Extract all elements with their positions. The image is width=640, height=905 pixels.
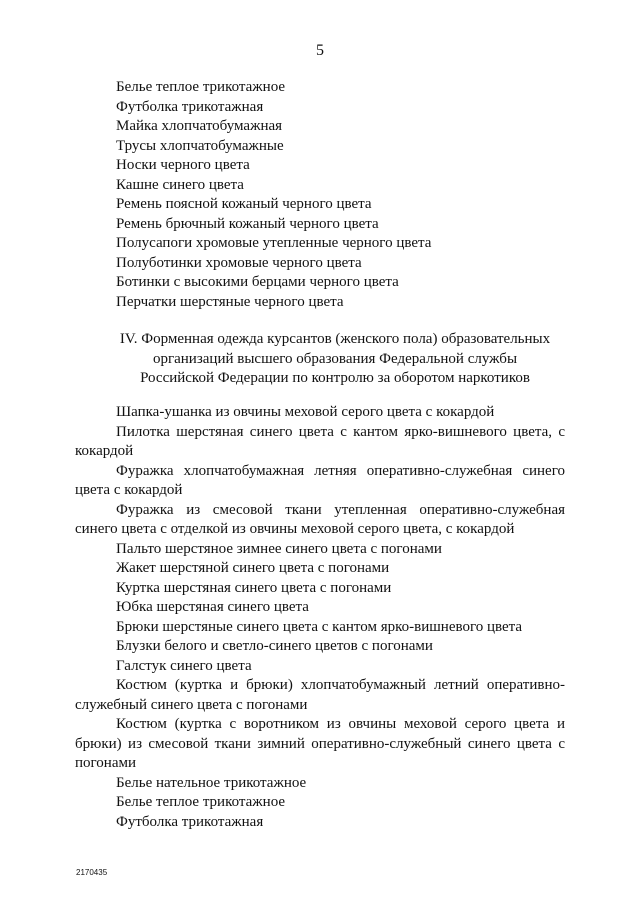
list-item: Блузки белого и светло-синего цветов с погонами	[116, 638, 433, 654]
section-heading	[100, 330, 570, 389]
uniform-items-list-section-iv	[75, 403, 565, 832]
list-item: Перчатки шерстяные черного цвета	[116, 293, 344, 310]
list-item: Трусы хлопчатобумажные	[116, 137, 284, 154]
section-heading-line: организаций высшего образования Федеральной службы	[152, 350, 518, 367]
list-item: Пилотка шерстяная синего цвета с кантом ярко-вишневого цвета, с кокардой	[75, 423, 565, 459]
list-item: Ремень поясной кожаный черного цвета	[116, 196, 372, 212]
list-item: Полусапоги хромовые утепленные черного цвета	[116, 235, 432, 251]
section-heading-line: Российской Федерации по контролю за оборотом наркотиков	[140, 370, 530, 386]
list-item: Футболка трикотажная	[116, 813, 264, 830]
list-item: Полуботинки хромовые черного цвета	[116, 254, 362, 271]
list-item: Фуражка из смесовой ткани утепленная оперативно-служебная синего цвета с отделкой из овчины меховой серого цвета, с кокардой	[75, 501, 565, 537]
list-item: Ремень брючный кожаный черного цвета	[116, 215, 379, 232]
list-item: Галстук синего цвета	[116, 657, 252, 674]
document-code: 2170435	[76, 868, 108, 877]
list-item: Шапка-ушанка из овчины меховой серого цвета с кокардой	[116, 404, 495, 420]
list-item: Кашне синего цвета	[116, 176, 244, 193]
section-heading-line: IV. Форменная одежда курсантов (женского пола) образовательных	[119, 331, 551, 347]
page-number: 5	[316, 42, 324, 59]
list-item: Белье теплое трикотажное	[116, 79, 286, 95]
list-item: Белье теплое трикотажное	[116, 794, 286, 810]
list-item: Куртка шерстяная синего цвета с погонами	[116, 579, 392, 596]
list-item: Белье нательное трикотажное	[116, 774, 307, 791]
list-item: Юбка шерстяная синего цвета	[116, 599, 309, 615]
list-item: Костюм (куртка с воротником из овчины меховой серого цвета и брюки) из смесовой ткани зимний оперативно-служебный синего цвета с погонами	[75, 716, 565, 771]
list-item: Футболка трикотажная	[116, 98, 264, 115]
list-item: Майка хлопчатобумажная	[116, 118, 283, 134]
list-item: Фуражка хлопчатобумажная летняя оперативно-служебная синего цвета с кокардой	[75, 462, 565, 498]
list-item: Брюки шерстяные синего цвета с кантом ярко-вишневого цвета	[116, 618, 523, 635]
list-item: Носки черного цвета	[116, 157, 250, 173]
list-item: Пальто шерстяное зимнее синего цвета с погонами	[116, 540, 442, 557]
uniform-items-list-top	[116, 78, 586, 312]
list-item: Костюм (куртка и брюки) хлопчатобумажный летний оперативно-служебный синего цвета с погонами	[75, 677, 565, 713]
list-item: Ботинки с высокими берцами черного цвета	[116, 274, 399, 290]
list-item: Жакет шерстяной синего цвета с погонами	[116, 560, 390, 576]
